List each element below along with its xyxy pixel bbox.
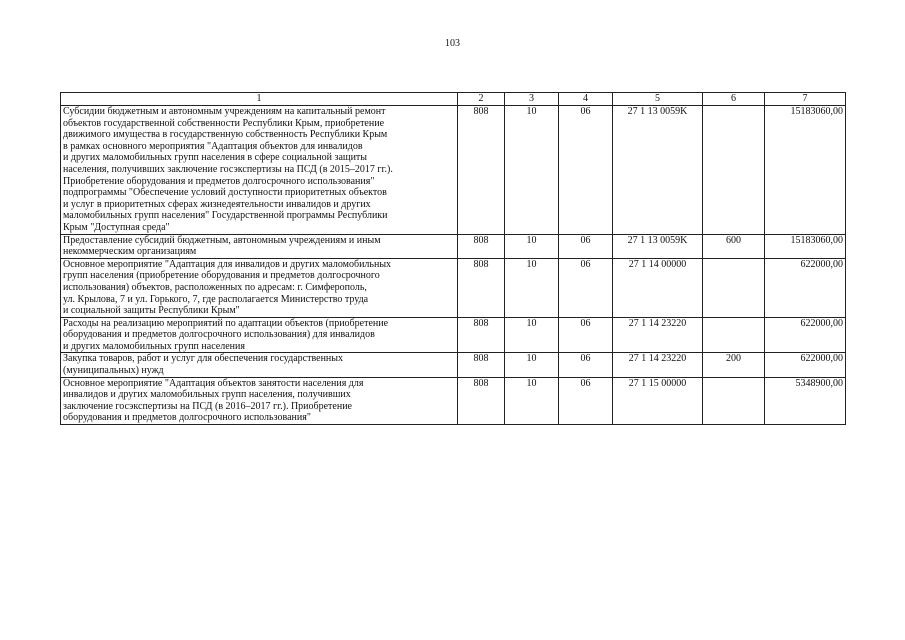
row-name: Закупка товаров, работ и услуг для обеспечения государственных (муниципальных) нужд — [61, 353, 458, 377]
header-col-4: 4 — [559, 93, 613, 106]
row-col-5: 27 1 15 00000 — [613, 377, 703, 424]
row-col-3: 10 — [505, 106, 559, 235]
table-row — [61, 317, 846, 353]
table-row — [61, 106, 846, 235]
row-col-5: 27 1 13 0059K — [613, 234, 703, 258]
row-name: Основное мероприятие "Адаптация объектов занятости населения для инвалидов и других маломобильных групп населения, получивших заключение госэкспертизы на ПСД (в 2016–2017 гг.). Приобретение оборудования и предметов долгосрочного использования" — [61, 377, 458, 424]
page-number: 103 — [445, 38, 460, 49]
row-name: Предоставление субсидий бюджетным, автономным учреждениям и иным некоммерческим организациям — [61, 234, 458, 258]
row-col-4: 06 — [559, 258, 613, 317]
row-col-2: 808 — [458, 317, 505, 353]
row-col-6 — [703, 317, 765, 353]
row-col-3: 10 — [505, 317, 559, 353]
header-col-3: 3 — [505, 93, 559, 106]
row-col-6: 600 — [703, 234, 765, 258]
row-amount: 5348900,00 — [765, 377, 846, 424]
row-col-3: 10 — [505, 234, 559, 258]
row-amount: 15183060,00 — [765, 106, 846, 235]
table-header — [61, 93, 846, 106]
row-name: Расходы на реализацию мероприятий по адаптации объектов (приобретение оборудования и предметов долгосрочного использования) для инвалидов и других маломобильных групп населения — [61, 317, 458, 353]
budget-table — [60, 92, 846, 425]
row-col-3: 10 — [505, 377, 559, 424]
table-row — [61, 258, 846, 317]
row-col-5: 27 1 13 0059K — [613, 106, 703, 235]
table-row — [61, 353, 846, 377]
row-col-5: 27 1 14 23220 — [613, 353, 703, 377]
row-col-3: 10 — [505, 353, 559, 377]
header-col-6: 6 — [703, 93, 765, 106]
row-col-5: 27 1 14 23220 — [613, 317, 703, 353]
header-row — [61, 93, 846, 106]
row-col-4: 06 — [559, 106, 613, 235]
row-col-4: 06 — [559, 317, 613, 353]
row-col-3: 10 — [505, 258, 559, 317]
row-col-2: 808 — [458, 234, 505, 258]
row-col-6: 200 — [703, 353, 765, 377]
row-col-2: 808 — [458, 106, 505, 235]
row-col-6 — [703, 377, 765, 424]
table-row — [61, 234, 846, 258]
row-col-4: 06 — [559, 234, 613, 258]
row-col-2: 808 — [458, 258, 505, 317]
row-amount: 15183060,00 — [765, 234, 846, 258]
row-col-6 — [703, 258, 765, 317]
row-col-2: 808 — [458, 377, 505, 424]
row-name: Основное мероприятие "Адаптация для инвалидов и других маломобильных групп населения (приобретение оборудования и предметов долгосрочного использования) объектов, расположенных по адресам: г. Симферополь, ул. Крылова, 7 и ул. Горького, 7, где располагается Министерство труда и социальной защиты Республики Крым" — [61, 258, 458, 317]
row-col-2: 808 — [458, 353, 505, 377]
row-amount: 622000,00 — [765, 317, 846, 353]
header-col-5: 5 — [613, 93, 703, 106]
row-col-4: 06 — [559, 353, 613, 377]
row-name: Субсидии бюджетным и автономным учреждениям на капитальный ремонт объектов государственной собственности Республики Крым, приобретение движимого имущества в государственную собственность Республики Крым в рамках основного мероприятия "Адаптация объектов для инвалидов и других маломобильных групп населения в сфере социальной защиты населения, получивших заключение госэкспертизы на ПСД (в 2015–2017 гг.). Приобретение оборудования и предметов долгосрочного использования" подпрограммы "Обеспечение условий доступности приоритетных объектов и услуг в приоритетных сферах жизнедеятельности инвалидов и других маломобильных групп населения" Государственной программы Республики Крым "Доступная среда" — [61, 106, 458, 235]
header-col-2: 2 — [458, 93, 505, 106]
row-amount: 622000,00 — [765, 353, 846, 377]
row-col-4: 06 — [559, 377, 613, 424]
header-col-1: 1 — [61, 93, 458, 106]
table-row — [61, 377, 846, 424]
header-col-7: 7 — [765, 93, 846, 106]
row-col-6 — [703, 106, 765, 235]
table-body — [61, 106, 846, 425]
row-amount: 622000,00 — [765, 258, 846, 317]
row-col-5: 27 1 14 00000 — [613, 258, 703, 317]
